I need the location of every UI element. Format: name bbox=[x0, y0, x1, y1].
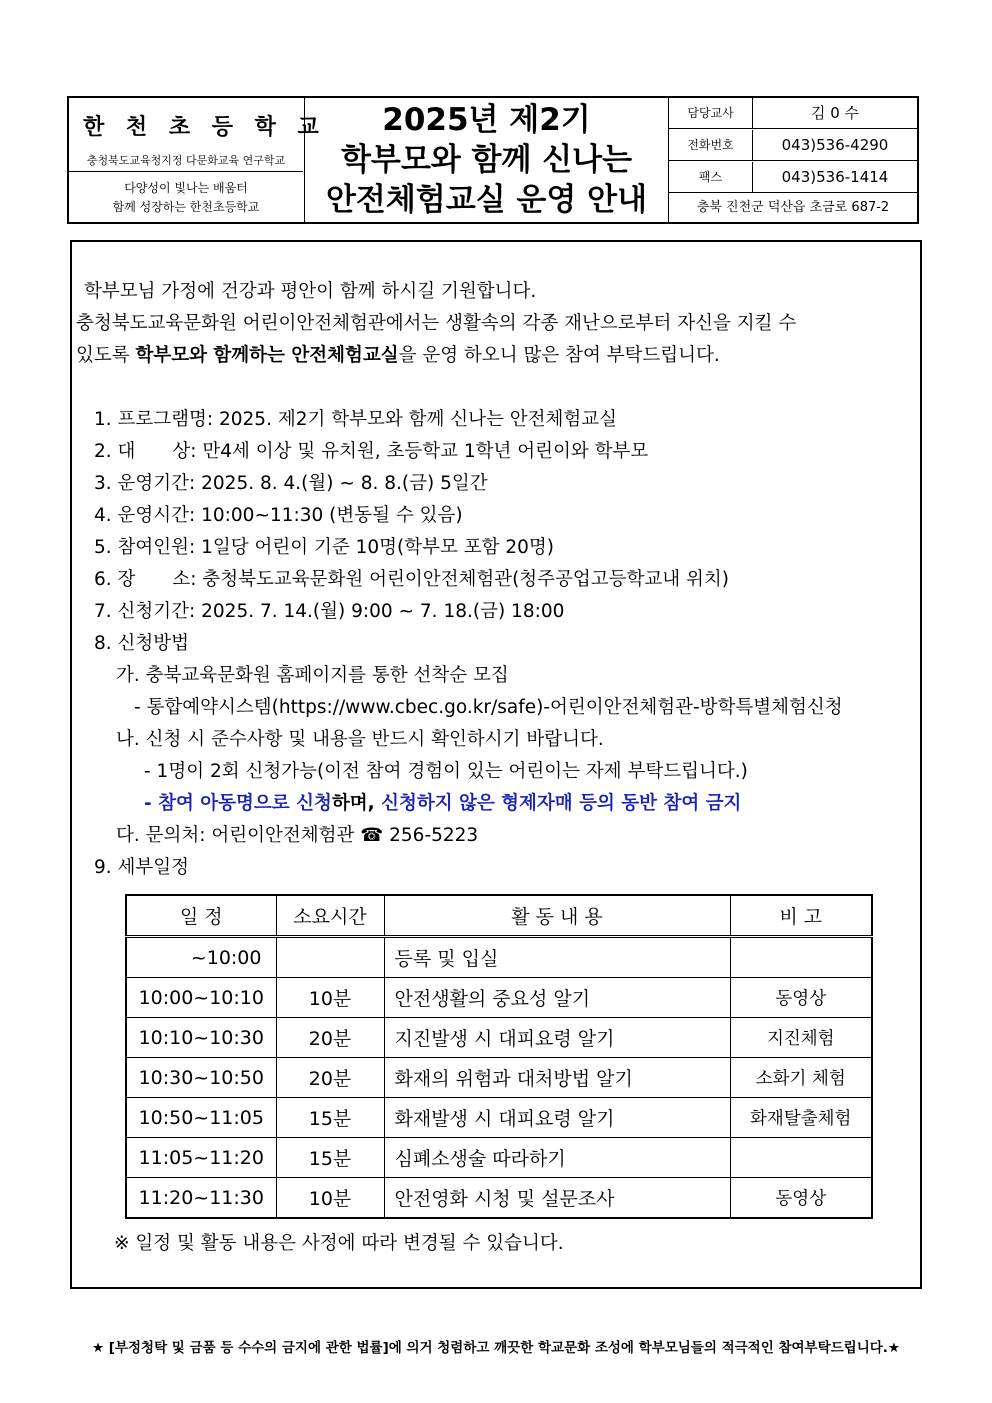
method-a-detail: - 통합예약시스템(https://www.cbec.go.kr/safe)-어린이안전체험관-방학특별체험신청 bbox=[134, 697, 843, 718]
schedule-table bbox=[125, 894, 873, 1219]
teacher-value: 김 0 수 bbox=[810, 104, 860, 122]
table-row bbox=[126, 1098, 872, 1138]
method-b-dash: - bbox=[144, 793, 159, 814]
item-detailed-schedule: 9. 세부일정 bbox=[94, 857, 190, 878]
row-time: 10:30~10:50 bbox=[126, 1058, 276, 1098]
table-header-row bbox=[126, 895, 872, 937]
school-motto bbox=[69, 174, 303, 222]
item-target: 2. 대 상: 만4세 이상 및 유치원, 초등학교 1학년 어린이와 학부모 bbox=[94, 441, 649, 462]
fax-row bbox=[669, 162, 917, 193]
row-time: 10:50~11:05 bbox=[126, 1098, 276, 1138]
fax-label: 팩스 bbox=[669, 162, 753, 192]
table-row bbox=[126, 1178, 872, 1219]
school-info bbox=[69, 98, 326, 222]
notice-body bbox=[70, 240, 922, 1289]
warning-connector: 하며, bbox=[331, 793, 382, 814]
method-b-detail-2 bbox=[144, 792, 741, 816]
table-row bbox=[126, 1138, 872, 1178]
intro-line-3-start: 있도록 bbox=[76, 345, 136, 366]
row-activity: 안전영화 시청 및 설문조사 bbox=[384, 1178, 730, 1219]
phone-value: 043)536-4290 bbox=[781, 136, 889, 154]
header-duration: 소요시간 bbox=[276, 895, 384, 937]
anti-graft-notice: ★ [부정청탁 및 금품 등 수수의 금지에 관한 법률]에 의거 청렴하고 깨끗한 학교문화 조성에 학부모님들의 적극적인 참여부탁드립니다.★ bbox=[91, 1340, 901, 1356]
document-header bbox=[67, 96, 919, 224]
row-duration: 15분 bbox=[276, 1098, 384, 1138]
item-program-name: 1. 프로그램명: 2025. 제2기 학부모와 함께 신나는 안전체험교실 bbox=[94, 409, 617, 430]
school-name: 한 천 초 등 학 교 bbox=[83, 114, 326, 140]
row-note: 동영상 bbox=[730, 1178, 872, 1219]
row-duration: 15분 bbox=[276, 1138, 384, 1178]
row-duration: 20분 bbox=[276, 1018, 384, 1058]
school-name-row bbox=[69, 98, 326, 152]
item-hours: 4. 운영시간: 10:00~11:30 (변동될 수 있음) bbox=[94, 505, 463, 526]
row-activity: 화재발생 시 대피요령 알기 bbox=[384, 1098, 730, 1138]
row-time: 11:05~11:20 bbox=[126, 1138, 276, 1178]
intro-line-3-end: 을 운영 하오니 많은 참여 부탁드립니다. bbox=[398, 345, 720, 366]
item-period: 3. 운영기간: 2025. 8. 4.(월) ~ 8. 8.(금) 5일간 bbox=[94, 473, 488, 494]
item-location: 6. 장 소: 충청북도교육문화원 어린이안전체험관(청주공업고등학교내 위치) bbox=[94, 569, 729, 590]
phone-row bbox=[669, 130, 917, 161]
title-line-1: 2025년 제2기 bbox=[382, 102, 591, 138]
row-activity: 안전생활의 중요성 알기 bbox=[384, 978, 730, 1018]
teacher-row bbox=[669, 98, 917, 129]
intro-highlight: 학부모와 함께하는 안전체험교실 bbox=[135, 345, 399, 366]
method-c-contact: 다. 문의처: 어린이안전체험관 ☎ 256-5223 bbox=[116, 825, 479, 846]
row-duration: 20분 bbox=[276, 1058, 384, 1098]
item-participants: 5. 참여인원: 1일당 어린이 기준 10명(학부모 포함 20명) bbox=[94, 537, 555, 558]
row-note bbox=[730, 1138, 872, 1178]
intro-line-3 bbox=[76, 344, 720, 368]
title-line-3: 안전체험교실 운영 안내 bbox=[325, 182, 648, 218]
table-row bbox=[126, 937, 872, 978]
row-note: 동영상 bbox=[730, 978, 872, 1018]
item-application-period: 7. 신청기간: 2025. 7. 14.(월) 9:00 ~ 7. 18.(금) 18:00 bbox=[94, 601, 565, 622]
intro-line-1: 학부모님 가정에 건강과 평안이 함께 하시길 기원합니다. bbox=[84, 281, 537, 302]
row-note: 화재탈출체험 bbox=[730, 1098, 872, 1138]
table-row bbox=[126, 1018, 872, 1058]
row-activity: 등록 및 입실 bbox=[384, 937, 730, 978]
school-address: 충북 진천군 덕산읍 초금로 687-2 bbox=[696, 200, 890, 215]
row-time: ~10:00 bbox=[126, 937, 276, 978]
teacher-label: 담당교사 bbox=[669, 98, 753, 128]
row-duration: 10분 bbox=[276, 978, 384, 1018]
row-activity: 화재의 위험과 대처방법 알기 bbox=[384, 1058, 730, 1098]
row-activity: 지진발생 시 대피요령 알기 bbox=[384, 1018, 730, 1058]
method-b-detail-1: - 1명이 2회 신청가능(이전 참여 경험이 있는 어린이는 자제 부탁드립니다.) bbox=[144, 761, 748, 782]
phone-label: 전화번호 bbox=[669, 130, 753, 160]
item-application-method: 8. 신청방법 bbox=[94, 633, 190, 654]
school-designation: 충청북도교육청지정 다문화교육 연구학교 bbox=[69, 152, 303, 172]
motto-line-2: 함께 성장하는 한천초등학교 bbox=[112, 200, 260, 214]
header-note: 비 고 bbox=[730, 895, 872, 937]
warning-no-siblings: 신청하지 않은 형제자매 등의 동반 참여 금지 bbox=[381, 793, 742, 814]
row-time: 10:10~10:30 bbox=[126, 1018, 276, 1058]
row-note: 지진체험 bbox=[730, 1018, 872, 1058]
contact-info bbox=[669, 98, 917, 222]
method-a: 가. 충북교육문화원 홈페이지를 통한 선착순 모집 bbox=[116, 665, 509, 686]
schedule-note: ※ 일정 및 활동 내용은 사정에 따라 변경될 수 있습니다. bbox=[114, 1233, 564, 1254]
row-duration bbox=[276, 937, 384, 978]
intro-line-2: 충청북도교육문화원 어린이안전체험관에서는 생활속의 각종 재난으로부터 자신을 지킬 수 bbox=[76, 313, 797, 334]
row-time: 11:20~11:30 bbox=[126, 1178, 276, 1219]
row-activity: 심폐소생술 따라하기 bbox=[384, 1138, 730, 1178]
row-duration: 10분 bbox=[276, 1178, 384, 1219]
fax-value: 043)536-1414 bbox=[781, 168, 889, 186]
row-time: 10:00~10:10 bbox=[126, 978, 276, 1018]
motto-line-1: 다양성이 빛나는 배움터 bbox=[124, 181, 248, 195]
header-activity: 활 동 내 용 bbox=[384, 895, 730, 937]
title-line-2: 학부모와 함께 신나는 bbox=[340, 142, 633, 178]
warning-apply-by-child: 참여 아동명으로 신청 bbox=[158, 793, 332, 814]
table-row bbox=[126, 1058, 872, 1098]
row-note: 소화기 체험 bbox=[730, 1058, 872, 1098]
row-note bbox=[730, 937, 872, 978]
table-row bbox=[126, 978, 872, 1018]
document-title bbox=[305, 98, 669, 222]
method-b: 나. 신청 시 준수사항 및 내용을 반드시 확인하시기 바랍니다. bbox=[116, 729, 604, 750]
header-time: 일 정 bbox=[126, 895, 276, 937]
